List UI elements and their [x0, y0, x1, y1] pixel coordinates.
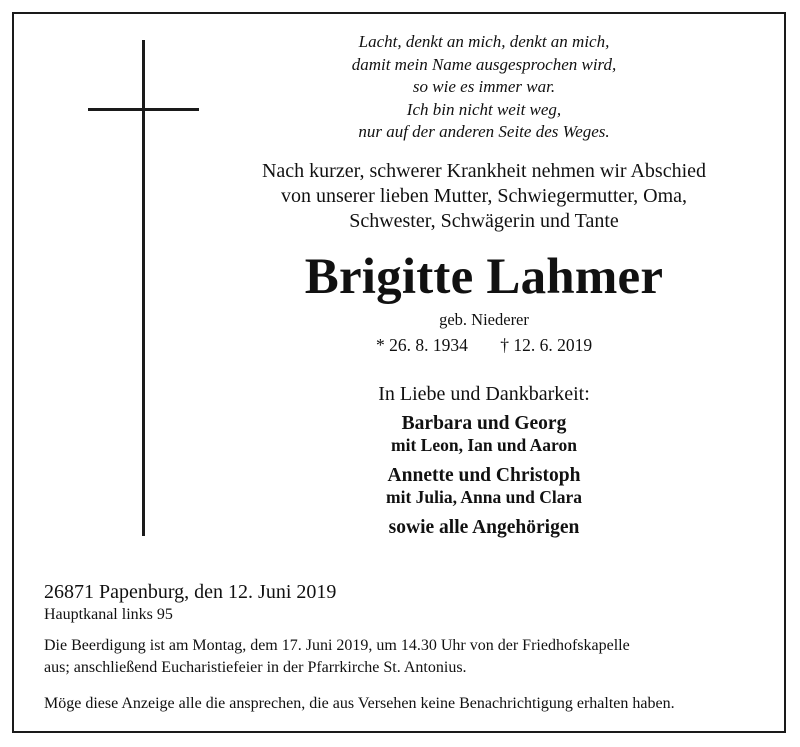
family-name: Barbara und Georg — [401, 413, 567, 434]
other-relatives: sowie alle Angehörigen — [388, 517, 580, 538]
family-group — [184, 413, 784, 455]
family-children: mit Julia, Anna und Clara — [386, 487, 582, 507]
notice-text: Möge diese Anzeige alle die ansprechen, die aus Versehen keine Benachrichtigung erhalten haben. — [44, 695, 675, 712]
address: Hauptkanal links 95 — [44, 606, 173, 623]
poem — [184, 31, 784, 144]
place-date: 26871 Papenburg, den 12. Juni 2019 — [44, 581, 337, 603]
deceased-name: Brigitte Lahmer — [304, 249, 664, 305]
life-dates — [184, 334, 784, 356]
poem-line: nur auf der anderen Seite des Weges. — [358, 122, 610, 141]
mourners-heading: In Liebe und Dankbarkeit: — [378, 383, 590, 405]
funeral-info — [44, 635, 774, 678]
intro-line: Nach kurzer, schwerer Krankheit nehmen wir Abschied — [261, 160, 707, 182]
poem-line: Ich bin nicht weit weg, — [406, 99, 562, 119]
death-date: † 12. 6. 2019 — [500, 335, 593, 355]
family-children: mit Leon, Ian und Aaron — [391, 435, 577, 455]
funeral-line: Die Beerdigung ist am Montag, dem 17. Juni 2019, um 14.30 Uhr von der Friedhofskapelle — [44, 637, 630, 654]
maiden-name: geb. Niederer — [439, 310, 529, 329]
poem-line: Lacht, denkt an mich, denkt an mich, — [358, 32, 610, 51]
cross-icon-bar — [88, 108, 199, 111]
family-name: Annette und Christoph — [387, 465, 581, 486]
intro-line: Schwester, Schwägerin und Tante — [349, 210, 619, 232]
birth-date: * 26. 8. 1934 — [375, 335, 468, 355]
intro-text — [184, 159, 784, 234]
poem-line: damit mein Name ausgesprochen wird, — [351, 54, 617, 74]
cross-icon — [142, 40, 145, 536]
funeral-line: aus; anschließend Eucharistiefeier in der Pfarrkirche St. Antonius. — [44, 658, 467, 676]
poem-line: so wie es immer war. — [412, 77, 556, 96]
intro-line: von unserer lieben Mutter, Schwiegermutter, Oma, — [280, 185, 688, 207]
family-group — [184, 465, 784, 507]
